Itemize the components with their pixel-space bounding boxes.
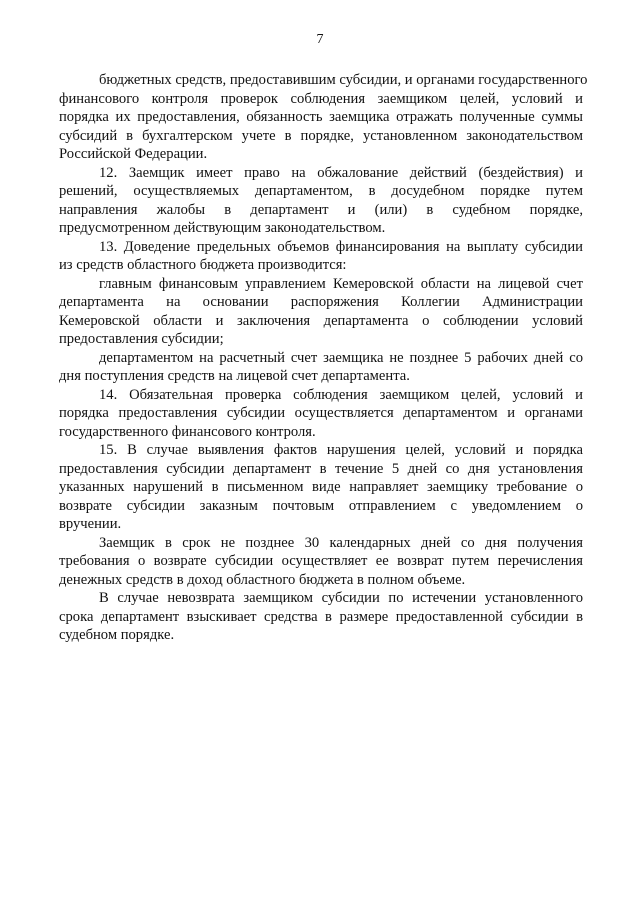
text-line: предоставления субсидии департамент в течение 5 дней со дня установления — [59, 460, 583, 477]
text-line: срока департамент взыскивает средства в размере предоставленной субсидии в — [59, 608, 583, 625]
page-number: 7 — [316, 32, 324, 47]
paragraph-13 — [59, 238, 583, 275]
text-line: денежных средств в доход областного бюджета в полном объеме. — [59, 571, 466, 588]
text-line: решений, осуществляемых департаментом, в досудебном порядке путем — [59, 183, 583, 199]
text-line: 13. Доведение предельных объемов финансирования на выплату субсидии — [99, 238, 583, 255]
text-line: указанных нарушений в письменном виде направляет заемщику требование о — [59, 479, 583, 495]
paragraph-12 — [59, 164, 583, 238]
text-line: Российской Федерации. — [59, 146, 208, 162]
text-line: порядка предоставления субсидии осуществляется департаментом и органами — [59, 405, 583, 421]
text-line: Заемщик в срок не позднее 30 календарных дней со дня получения — [99, 534, 583, 551]
text-line: департамента на основании распоряжения Коллегии Администрации — [59, 294, 583, 310]
text-line: из средств областного бюджета производится: — [59, 257, 347, 273]
text-line: бюджетных средств, предоставившим субсидии, и органами государственного — [99, 72, 588, 88]
text-line: возврате субсидии заказным почтовым отправлением с уведомлением о — [59, 497, 583, 514]
text-line: 14. Обязательная проверка соблюдения заемщиком целей, условий и — [99, 386, 583, 403]
text-line: департаментом на расчетный счет заемщика не позднее 5 рабочих дней со — [99, 349, 583, 366]
paragraph-15-b — [59, 589, 583, 645]
text-line: вручении. — [59, 516, 122, 532]
text-line: субсидий в бухгалтерском учете в порядке, установленном законодательством — [59, 127, 583, 144]
text-line: дня поступления средств на лицевой счет департамента. — [59, 368, 410, 384]
text-line: Кемеровской области и заключения департамента о соблюдении условий — [59, 312, 583, 329]
text-line: судебном порядке. — [59, 627, 175, 643]
paragraph-13-b — [59, 349, 583, 386]
text-line: В случае невозврата заемщиком субсидии по истечении установленного — [99, 590, 583, 606]
text-line: предоставления субсидии; — [59, 331, 224, 347]
text-line: финансового контроля проверок соблюдения заемщиком целей, условий и — [59, 90, 583, 107]
paragraph-15 — [59, 441, 583, 534]
text-line: 15. В случае выявления фактов нарушения целей, условий и порядка — [99, 442, 583, 458]
text-line: главным финансовым управлением Кемеровской области на лицевой счет — [99, 275, 583, 292]
text-line: порядка их предоставления, обязанность заемщика отражать полученные суммы — [59, 109, 583, 125]
text-line: предусмотренном действующим законодательством. — [59, 220, 386, 236]
document-body — [59, 71, 588, 645]
paragraph-14 — [59, 386, 583, 442]
paragraph-13-a — [59, 275, 583, 349]
text-line: государственного финансового контроля. — [59, 423, 316, 440]
text-line: требования о возврате субсидии осуществляет ее возврат путем перечисления — [59, 553, 583, 569]
text-line: 12. Заемщик имеет право на обжалование действий (бездействия) и — [99, 164, 583, 181]
paragraph-15-a — [59, 534, 583, 590]
text-line: направления жалобы в департамент и (или) в судебном порядке, — [59, 201, 583, 218]
paragraph-continuation — [59, 71, 588, 164]
